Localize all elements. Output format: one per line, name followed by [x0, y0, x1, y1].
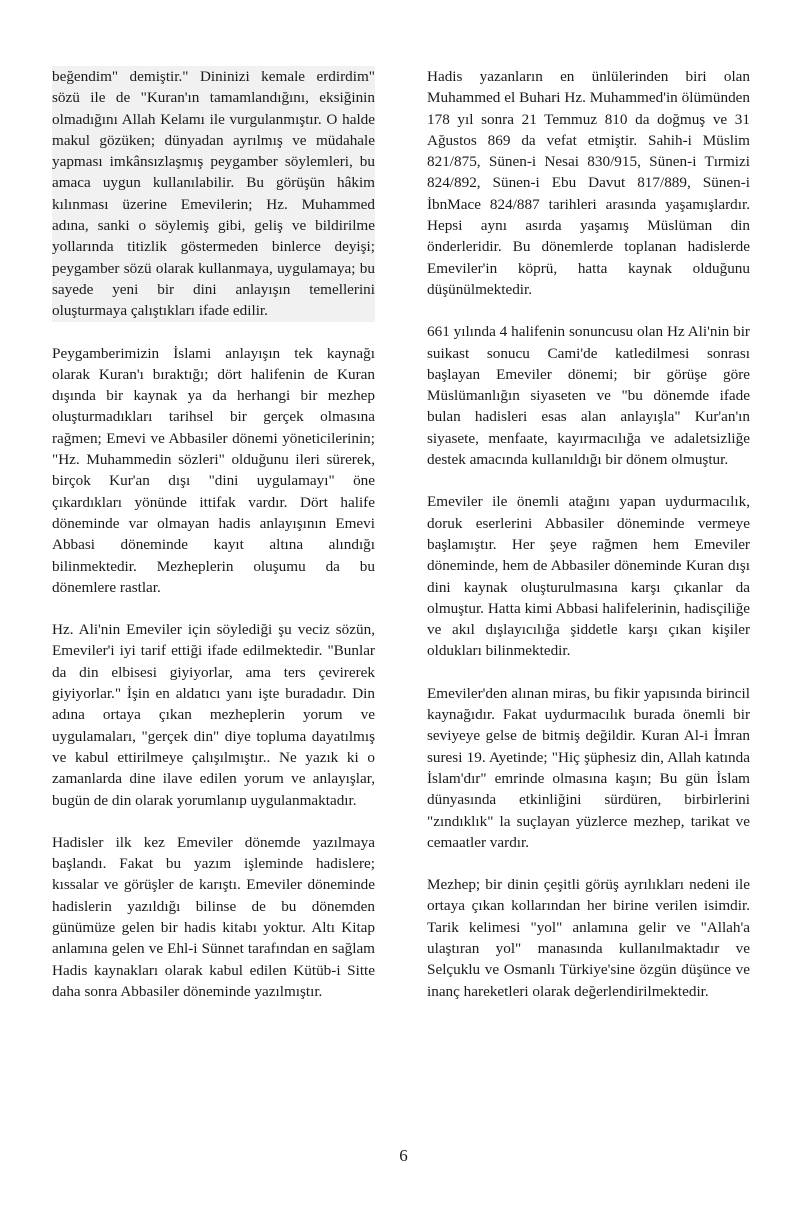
- paragraph: Mezhep; bir dinin çeşitli görüş ayrılıkları nedeni ile ortaya çıkan kollarından her birine verilen isimdir. Tarik kelimesi "yol" anlamına gelir ve "Allah'a ulaştıran yol" manasında kullanılmaktadır ve Selçuklu ve Osmanlı Türkiye'sine özgün düşünce ve inanç hareketleri olarak değerlendirilmektedir.: [427, 876, 750, 1000]
- paragraph: 661 yılında 4 halifenin sonuncusu olan Hz Ali'nin bir suikast sonucu Cami'de katledilmesi sonrası başlayan Emeviler dönemi; bir görüşe göre Müslümanlığın siyaseten ve "bu dönemde ifade bulan hadisleri esas alan anlayışla" Kur'an'ın siyasete, menfaate, kayırmacılığa ve adaletsizliğe destek amacında kullanıldığı bir dönem olmuştur.: [427, 323, 750, 469]
- paragraph: Peygamberimizin İslami anlayışın tek kaynağı olarak Kuran'ı bıraktığı; dört halifenin de Kuran dışında bir kaynak ya da herhangi bir mezhep oluşturmadıkları tarihsel bir gerçek olmasına rağmen; Emevi ve Abbasiler dönemi yöneticilerinin; "Hz. Muhammedin sözleri" olduğunu ileri sürerek, birçok Kur'an dışı "dini uygulamayı" öne çıkardıkları yönünde ittifak vardır. Dört halife döneminde var olmayan hadis anlayışının Emevi Abbasi döneminde kayıt altına alındığı bilinmektedir. Mezheplerin oluşumu da bu dönemlere rastlar.: [52, 344, 375, 596]
- paragraph: Emeviler ile önemli atağını yapan uydurmacılık, doruk eserlerini Abbasiler döneminde vermeye başlamıştır. Her şeye rağmen hem Emeviler döneminde, hem de Abbasiler döneminde Kuran dışı dini kaynak oluşturulmasına karşı çıkanlar da olmuştur. Hatta kimi Abbasi halifelerinin, hadisçiliğe ve akıl dışlayıcılığa şiddetle karşı çıkan kişiler oldukları bilinmektedir.: [427, 493, 750, 660]
- paragraph: Emeviler'den alınan miras, bu fikir yapısında birincil kaynağıdır. Fakat uydurmacılık burada önemli bir seviyeye gelse de bitmiş değildir. Kuran Al-i İmran suresi 19. Ayetinde; "Hiç şüphesiz din, Allah katında İslam'dır" emrinde olmasına kaşın; Bu gün İslam dünyasında etkinliğini sürdüren, birbirlerini "zındıklık" la suçlayan yüzlerce mezhep, tarikat ve cemaatler vardır.: [427, 684, 750, 851]
- page-number: 6: [399, 1146, 408, 1165]
- paragraph: Hadisler ilk kez Emeviler dönemde yazılmaya başlandı. Fakat bu yazım işleminde hadislere; kıssalar ve görüşler de karıştı. Emeviler döneminde hadislerin yazıldığı bilinse de bu dönemden günümüze gelen bir hadis kitabı yoktur. Altı Kitap anlamına gelen ve Ehl-i Sünnet tarafından en sağlam Hadis kaynakları olarak kabul edilen Kütüb-i Sitte daha sonra Abbasiler döneminde yazılmıştır.: [52, 833, 375, 1000]
- paragraph: Hz. Ali'nin Emeviler için söylediği şu veciz sözün, Emeviler'i iyi tarif ettiği ifade edilmektedir. "Bunlar da din elbisesi giyiyorlar, ama ters çevirerek giyiyorlar." İşin en aldatıcı yanı işte buradadır. Din adına ortaya çıkan mezheplerin yorum ve uygulamaları, "gerçek din" diye topluma dayatılmış ve kabul ettirilmeye çalışılmıştır.. Ne yazık ki o zamanlarda dine ilave edilen yorum ve anlayışlar, bugün de din olarak yorumlanıp uygulanmaktadır.: [52, 621, 375, 809]
- right-column: [427, 66, 750, 1023]
- left-column: [52, 66, 375, 1023]
- paragraph: beğendim" demiştir." Dininizi kemale erdirdim" sözü ile de "Kuran'ın tamamlandığını, eksiğinin olmadığını Allah Kelamı ile vurgulanmıştır. O halde makul gözüken; dünyadan ayrılmış ve müdahale yapması imkânsızlaşmış peygamber söylemleri, bu amaca uygun kullanılabilir. Bu görüşün hâkim kılınması üzerine Emevilerin; Hz. Muhammed adına, sanki o söylemiş gibi, geliş ve bildirilme yollarında titizlik göstermeden binlerce deyişi; peygamber sözü olarak kullanmaya, uygulamaya; bu sayede yeni bir dini anlayışın temellerini oluşturmaya çalıştıkları ifade edilir.: [52, 66, 375, 322]
- paragraph: Hadis yazanların en ünlülerinden biri olan Muhammed el Buhari Hz. Muhammed'in ölümünden 178 yıl sonra 21 Temmuz 810 da doğmuş ve 31 Ağustos 869 da vefat etmiştir. Sahih-i Müslim 821/875, Sünen-i Nesai 830/915, Sünen-i Tırmizi 824/892, Sünen-i Ebu Davut 817/889, Sünen-i İbnMace 824/887 tarihleri arasında yaşamışlardır. Hepsi aynı asırda yaşamış Müslüman din önderleridir. Bu dönemlerde toplanan hadislerde Emeviler'in köprü, hatta kaynak olduğunu düşünülmektedir.: [427, 68, 750, 298]
